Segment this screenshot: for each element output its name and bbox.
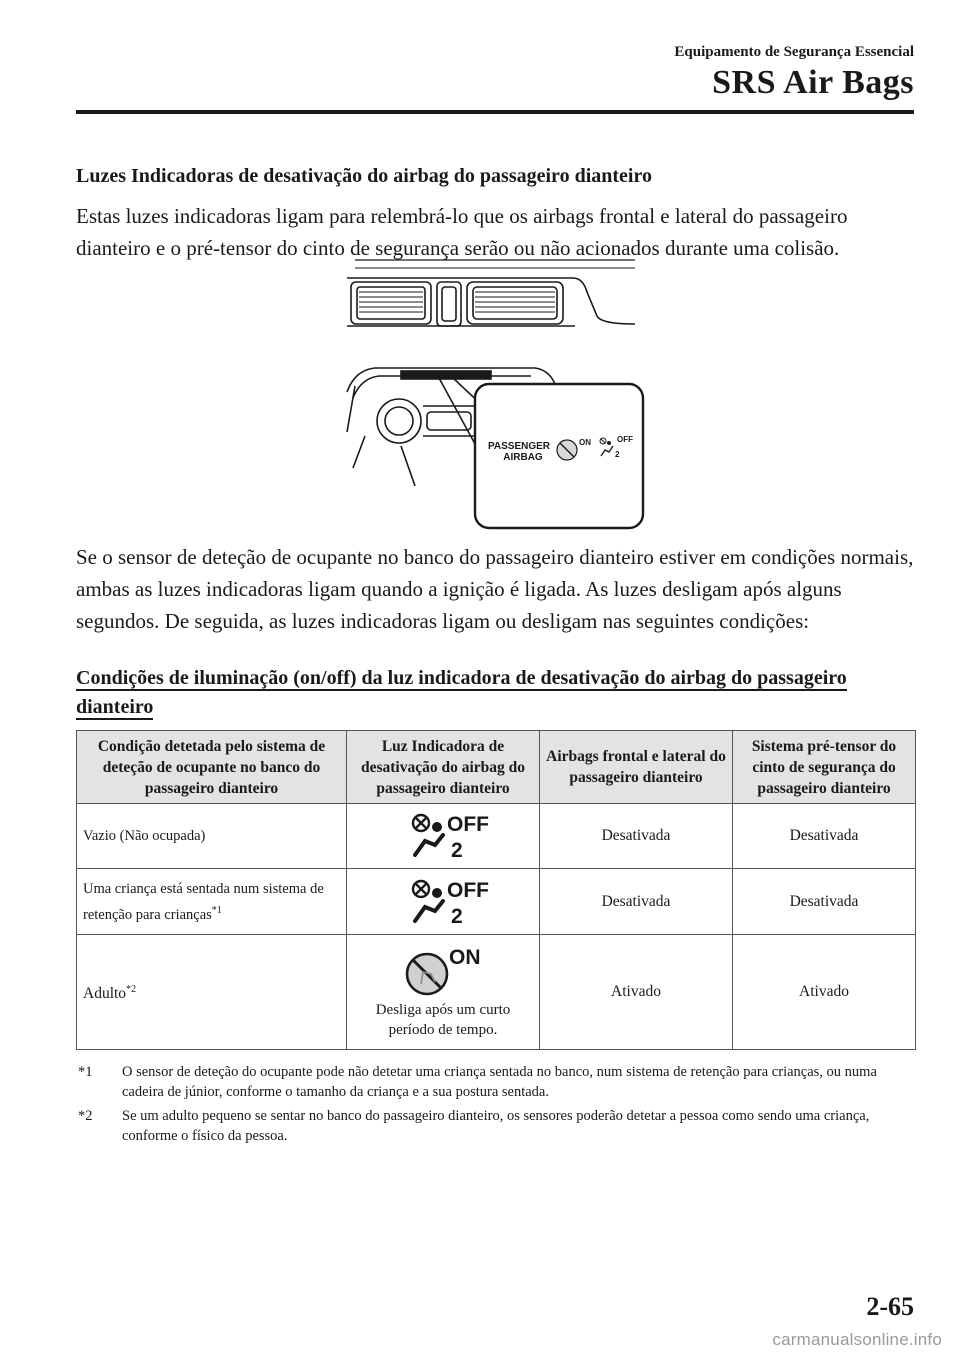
pretensioner-cell: Desativada bbox=[733, 804, 916, 869]
column-header-condition: Condição detetada pelo sistema de deteção de ocupante no banco do passageiro dianteiro bbox=[77, 731, 347, 804]
condition-cell: Uma criança está sentada num sistema de retenção para crianças$^{*1}$ bbox=[77, 869, 347, 935]
svg-text:OFF: OFF bbox=[447, 878, 489, 902]
passenger-airbag-label-line2: AIRBAG bbox=[503, 452, 543, 463]
footnote-mark: *2 bbox=[78, 1108, 93, 1124]
dashboard-illustration bbox=[335, 256, 655, 532]
svg-text:OFF: OFF bbox=[447, 813, 489, 836]
svg-text:2: 2 bbox=[615, 450, 620, 459]
body-paragraph: Se o sensor de deteção de ocupante no banco do passageiro dianteiro estiver em condições normais, ambas as luzes indicadoras ligam quando a ignição é ligada. As luzes desligam após alguns segundos. De seguida, as luzes indicadoras ligam ou desligam nas seguintes condições: bbox=[76, 545, 914, 633]
chapter-title: Equipamento de Segurança Essencial bbox=[674, 44, 914, 60]
footnote-ref: *2 bbox=[126, 983, 137, 995]
svg-text:2: 2 bbox=[451, 904, 463, 927]
footnote-item bbox=[78, 1062, 916, 1102]
footnote-ref: *1 bbox=[211, 904, 222, 916]
header-divider bbox=[76, 110, 914, 114]
indicator-cell bbox=[347, 804, 540, 869]
svg-text:ON: ON bbox=[579, 438, 591, 447]
passenger-airbag-label-line1: PASSENGER bbox=[487, 441, 551, 452]
table-row bbox=[77, 935, 916, 1050]
pretensioner-cell: Ativado bbox=[733, 935, 916, 1050]
condition-cell: Adulto$^{*2}$ bbox=[77, 935, 347, 1050]
column-header-pretensioner: Sistema pré-tensor do cinto de segurança do passageiro dianteiro bbox=[733, 731, 916, 804]
airbags-cell: Ativado bbox=[540, 935, 733, 1050]
airbags-cell: Desativada bbox=[540, 804, 733, 869]
pretensioner-cell: Desativada bbox=[733, 869, 916, 935]
svg-text:ON: ON bbox=[449, 946, 481, 969]
svg-text:2: 2 bbox=[451, 839, 463, 861]
section-title: SRS Air Bags bbox=[712, 64, 914, 101]
svg-text:OFF: OFF bbox=[617, 435, 633, 444]
page-number: 2-65 bbox=[866, 1292, 914, 1321]
indicator-conditions-table bbox=[76, 730, 916, 1050]
watermark: carmanualsonline.info bbox=[772, 1330, 942, 1349]
indicator-cell bbox=[347, 935, 540, 1050]
footnote-text: O sensor de deteção do ocupante pode não detetar uma criança sentada no banco, num sistema de retenção para crianças, ou numa cadeira de júnior, conforme o tamanho da criança e a sua postura sentada. bbox=[122, 1064, 877, 1100]
airbag-off-indicator-icon bbox=[393, 877, 493, 927]
footnote-text: Se um adulto pequeno se sentar no banco do passageiro dianteiro, os sensores poderão detetar a pessoa como sendo uma criança, conforme o físico da pessoa. bbox=[122, 1108, 870, 1144]
footnotes bbox=[78, 1062, 916, 1150]
table-heading: Condições de iluminação (on/off) da luz indicadora de desativação do airbag do passageiro dianteiro bbox=[76, 667, 847, 718]
condition-cell: Vazio (Não ocupada) bbox=[77, 804, 347, 869]
footnote-item bbox=[78, 1106, 916, 1146]
airbag-on-indicator-icon bbox=[393, 944, 493, 998]
table-row bbox=[77, 869, 916, 935]
indicator-caption: Desliga após um curto período de tempo. bbox=[375, 1002, 511, 1038]
airbag-off-indicator-icon bbox=[393, 811, 493, 861]
table-row bbox=[77, 804, 916, 869]
column-header-airbags: Airbags frontal e lateral do passageiro dianteiro bbox=[540, 731, 733, 804]
intro-paragraph: Estas luzes indicadoras ligam para relembrá-lo que os airbags frontal e lateral do passageiro dianteiro e o pré-tensor do cinto de segurança serão ou não acionados durante uma colisão. bbox=[76, 204, 848, 260]
airbags-cell: Desativada bbox=[540, 869, 733, 935]
table-header-row bbox=[77, 731, 916, 804]
page-heading: Luzes Indicadoras de desativação do airbag do passageiro dianteiro bbox=[76, 165, 652, 187]
footnote-mark: *1 bbox=[78, 1064, 93, 1080]
indicator-cell bbox=[347, 869, 540, 935]
column-header-indicator: Luz Indicadora de desativação do airbag do passageiro dianteiro bbox=[347, 731, 540, 804]
